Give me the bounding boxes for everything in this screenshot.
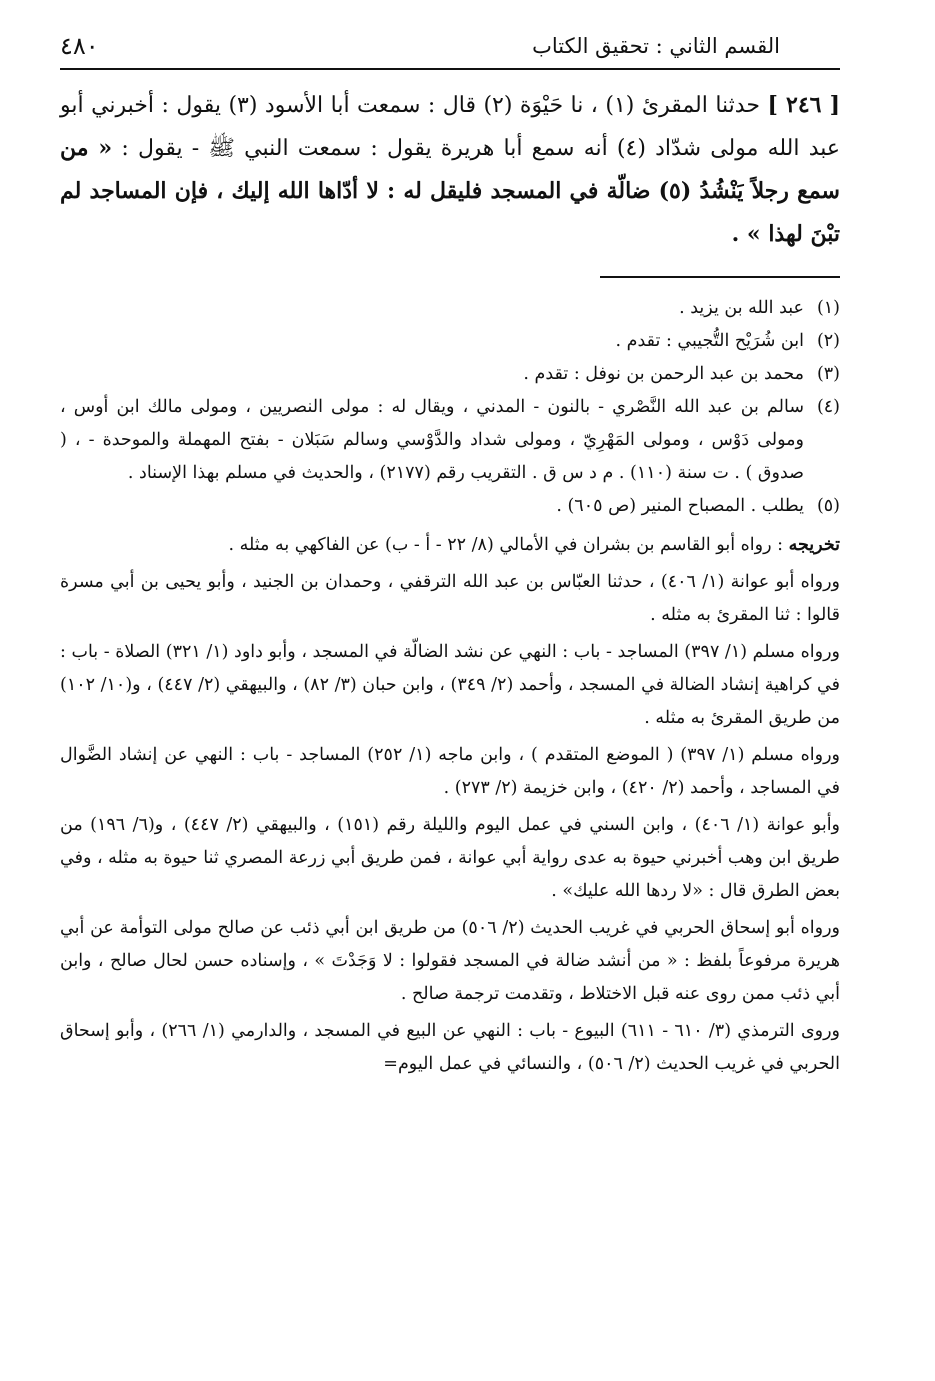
hadith-text	[60, 84, 840, 256]
footnote	[60, 391, 840, 490]
footnote-number: (٥)	[816, 496, 840, 516]
footnote-text: عبد الله بن يزيد .	[679, 298, 804, 318]
footnote	[60, 292, 840, 325]
running-title: القسم الثاني : تحقيق الكتاب	[532, 34, 780, 58]
hadith-matn: « من سمع رجلاً يَنْشُدُ (٥) ضالّة في المسجد فليقل له : لا أدّاها الله إليك ، فإن المساجد لم تبْنَ لهذا » .	[60, 135, 840, 247]
footnote-text: ابن شُرَيْح التُّجيبي : تقدم .	[615, 331, 804, 351]
book-page	[60, 28, 840, 1085]
footnote	[60, 325, 840, 358]
takhrij-paragraph	[60, 529, 840, 562]
footnote-divider	[600, 276, 840, 278]
footnote-text: محمد بن عبد الرحمن بن نوفل : تقدم .	[523, 364, 804, 384]
footnote-number: (٣)	[816, 364, 840, 384]
page-number: ٤٨٠	[60, 32, 99, 60]
footnote-number: (٤)	[816, 397, 840, 417]
takhrij-paragraph: ورواه أبو إسحاق الحربي في غريب الحديث (٢/ ٥٠٦) من طريق ابن أبي ذئب عن صالح مولى التوأمة عن أبي هريرة مرفوعاً بلفظ : « من أنشد ضالة في المسجد فقولوا : لا وَجَدْتَ » ، وإسناده حسن لحال صالح ، وابن أبي ذئب ممن روى عنه قبل الاختلاط ، وتقدمت ترجمة صالح .	[60, 918, 840, 1004]
hadith-number: [ ٢٤٦ ]	[767, 92, 840, 118]
footnote-number: (١)	[816, 298, 840, 318]
takhrij-paragraph: وروى الترمذي (٣/ ٦١٠ - ٦١١) البيوع - باب : النهي عن البيع في المسجد ، والدارمي (١/ ٢٦٦) ، وأبو إسحاق الحربي في غريب الحديث (٢/ ٥٠٦) ، والنسائي في عمل اليوم=	[60, 1021, 840, 1074]
footnote-text: سالم بن عبد الله النَّصْري - بالنون - المدني ، ويقال له : مولى النصريين ، ومولى مالك ابن أوس ، ومولى دَوْس ، ومولى المَهْرِيّ ، ومولى شداد والدَّوْسي وسالم سَبَلان - بفتح المهملة والموحدة - ، ( صدوق ) . ت سنة (١١٠) . م د س ق . التقريب رقم (٢١٧٧) ، والحديث في مسلم بهذا الإسناد .	[60, 397, 804, 483]
takhrij-label: تخريجه	[788, 535, 840, 555]
takhrij-paragraph: وأبو عوانة (١/ ٤٠٦) ، وابن السني في عمل اليوم والليلة رقم (١٥١) ، والبيهقي (٢/ ٤٤٧) ، و(٦/ ١٩٦) من طريق ابن وهب أخبرني حيوة به عدى رواية أبي عوانة ، فمن طريق أبي زرعة المصري ثنا حيوة به مثله ، وفي بعض الطرق قال : «لا ردها الله عليك» .	[60, 815, 841, 901]
takhrij-text: : رواه أبو القاسم بن بشران في الأمالي (٨/ ٢٢ - أ - ب) عن الفاكهي به مثله .	[228, 535, 784, 555]
takhrij-section	[60, 529, 840, 1081]
footnote-text: يطلب . المصباح المنير (ص ٦٠٥) .	[556, 496, 804, 516]
footnote	[60, 490, 840, 523]
footnotes	[60, 292, 840, 523]
takhrij-paragraph: ورواه مسلم (١/ ٣٩٧) ( الموضع المتقدم ) ، وابن ماجه (١/ ٢٥٢) المساجد - باب : النهي عن إنشاد الضَّوال في المساجد ، وأحمد (٢/ ٤٢٠) ، وابن خزيمة (٢/ ٢٧٣) .	[60, 745, 841, 798]
takhrij-paragraph: ورواه مسلم (١/ ٣٩٧) المساجد - باب : النهي عن نشد الضالّة في المسجد ، وأبو داود (١/ ٣٢١) الصلاة - باب : في كراهية إنشاد الضالة في المسجد ، وأحمد (٢/ ٣٤٩) ، وابن حبان (٣/ ٨٢) ، والبيهقي (٢/ ٤٤٧) ، و(١٠/ ١٠٢) من طريق المقرئ به مثله .	[60, 642, 841, 728]
footnote	[60, 358, 840, 391]
takhrij-paragraph: ورواه أبو عوانة (١/ ٤٠٦) ، حدثنا العبّاس بن عبد الله الترقفي ، وحمدان بن الجنيد ، وأبو يحيى بن أبي مسرة قالوا : ثنا المقرئ به مثله .	[60, 572, 840, 625]
running-header	[60, 28, 840, 70]
hadith-isnad: حدثنا المقرئ (١) ، نا حَيْوَة (٢) قال : سمعت أبا الأسود (٣) يقول : أخبرني أبو عبد الله مولى شدّاد (٤) أنه سمع أبا هريرة يقول : سمعت النبي ﷺ - يقول :	[60, 93, 841, 161]
footnote-number: (٢)	[816, 331, 840, 351]
